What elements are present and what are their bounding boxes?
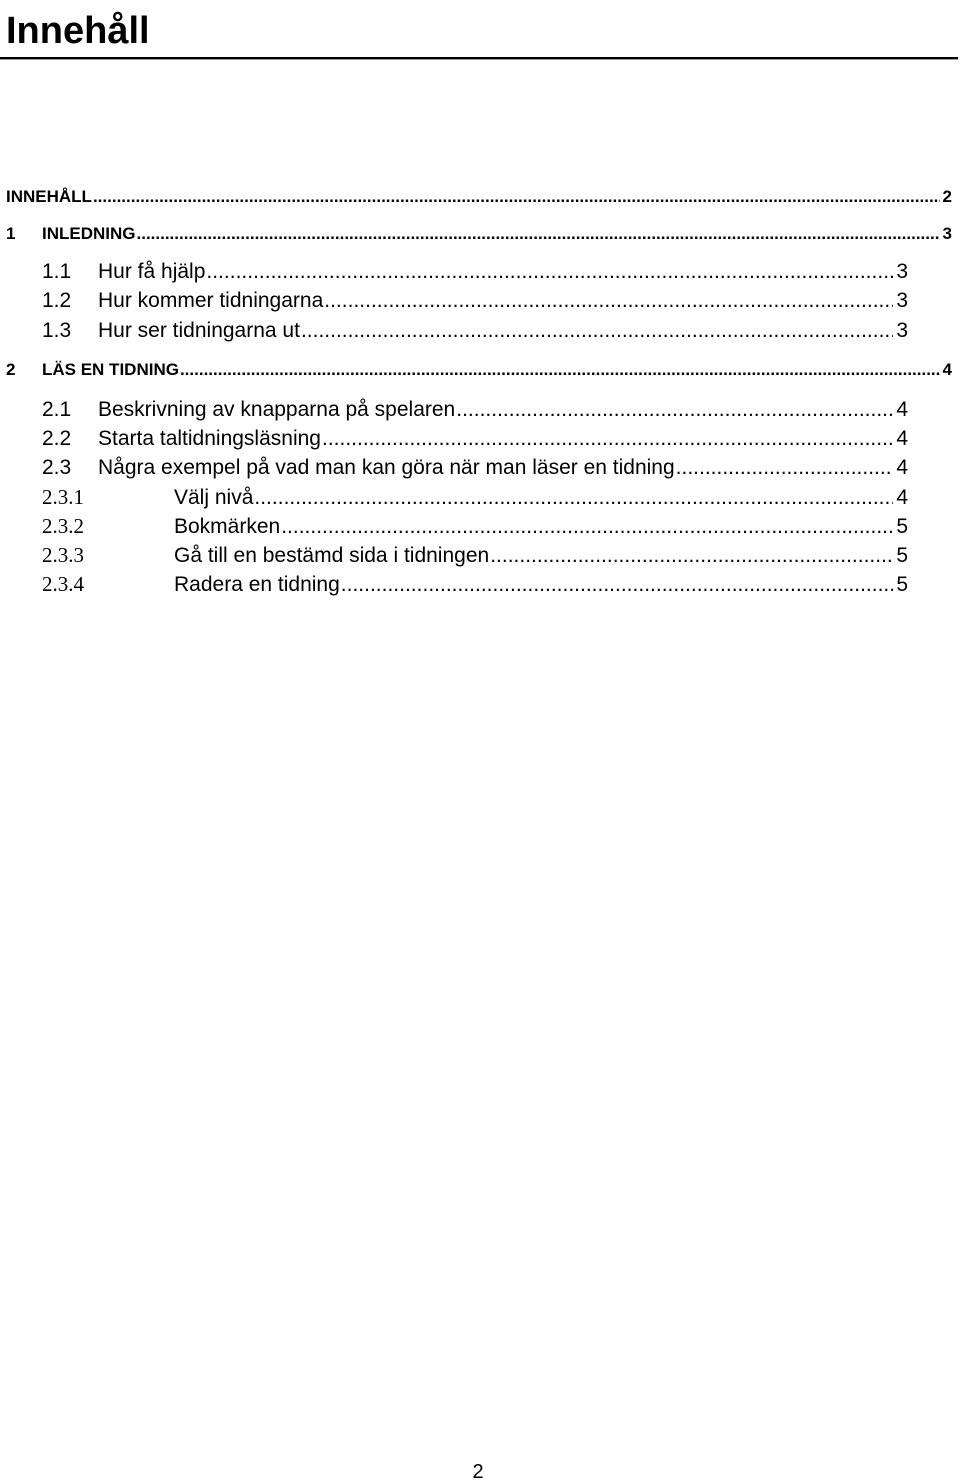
toc-entry-valj-niva[interactable] [42, 484, 908, 511]
toc-entry-number: 2.3.4 [42, 572, 84, 596]
toc-entry-hur-ser-tidningarna-ut[interactable] [42, 318, 908, 344]
toc-entry-nagra-exempel[interactable] [42, 455, 908, 481]
toc-entry-hur-kommer-tidningarna[interactable] [42, 288, 908, 314]
toc-entry-page: 2 [942, 187, 952, 206]
toc-dot-leader [301, 318, 893, 344]
toc-dot-leader [490, 543, 893, 569]
toc-entry-bokmarken[interactable] [42, 513, 908, 540]
toc-entry-page: 4 [896, 427, 908, 450]
toc-entry-title: INNEHÅLL [6, 187, 92, 206]
toc-entry-page: 3 [896, 319, 908, 342]
toc-entry-number: 2.3 [42, 456, 72, 479]
toc-entry-starta-taltidningslasning[interactable] [42, 426, 908, 452]
toc-entry-hur-fa-hjalp[interactable] [42, 259, 908, 285]
toc-dot-leader [676, 455, 894, 481]
toc-entry-title: Starta taltidningsläsning [98, 427, 321, 450]
toc-entry-number: 2.3.1 [42, 485, 84, 509]
toc-entry-inledning[interactable] [6, 223, 952, 245]
toc-dot-leader [180, 359, 940, 381]
toc-dot-leader [254, 485, 893, 511]
toc-entry-number: 2.2 [42, 427, 72, 450]
toc-entry-page: 3 [896, 289, 908, 312]
page-title: Innehåll [6, 10, 150, 52]
toc-entry-title: Radera en tidning [174, 573, 340, 596]
toc-entry-number: 1 [6, 224, 16, 243]
toc-entry-page: 5 [896, 573, 908, 596]
toc-dot-leader [324, 288, 893, 314]
toc-dot-leader [93, 186, 940, 208]
toc-entry-beskrivning-av-knapparna[interactable] [42, 397, 908, 423]
toc-entry-title: LÄS EN TIDNING [42, 360, 179, 379]
toc-entry-number: 1.3 [42, 319, 72, 342]
toc-entry-number: 2 [6, 360, 16, 379]
toc-dot-leader [137, 223, 940, 245]
toc-entry-title: Välj nivå [174, 486, 254, 509]
toc-entry-number: 2.3.3 [42, 543, 84, 567]
toc-entry-page: 4 [896, 486, 908, 509]
toc-entry-las-en-tidning[interactable] [6, 359, 952, 381]
toc-entry-title: Hur kommer tidningarna [98, 289, 324, 312]
toc-dot-leader [456, 397, 893, 423]
toc-entry-title: Gå till en bestämd sida i tidningen [174, 544, 490, 567]
toc-dot-leader [341, 572, 894, 598]
toc-entry-number: 2.3.2 [42, 514, 84, 538]
toc-entry-number: 2.1 [42, 398, 72, 421]
table-of-contents [0, 0, 960, 600]
toc-entry-page: 5 [896, 544, 908, 567]
toc-entry-page: 4 [896, 456, 908, 479]
toc-entry-title: Hur få hjälp [98, 260, 206, 283]
toc-entry-page: 4 [942, 360, 952, 379]
toc-entry-ga-till-sida[interactable] [42, 542, 908, 569]
toc-entry-number: 1.2 [42, 289, 72, 312]
toc-dot-leader [281, 514, 893, 540]
toc-entry-page: 3 [896, 260, 908, 283]
toc-dot-leader [322, 426, 893, 452]
toc-entry-title: Några exempel på vad man kan göra när man läser en tidning [98, 456, 675, 479]
toc-entry-page: 3 [942, 224, 952, 243]
toc-entry-innehall[interactable] [6, 186, 952, 208]
toc-entry-page: 4 [896, 398, 908, 421]
page-number: 2 [472, 1461, 484, 1483]
toc-entry-title: INLEDNING [42, 224, 136, 243]
toc-entry-number: 1.1 [42, 260, 72, 283]
toc-dot-leader [206, 259, 893, 285]
toc-entry-title: Beskrivning av knapparna på spelaren [98, 398, 456, 421]
toc-entry-page: 5 [896, 515, 908, 538]
toc-entry-radera-en-tidning[interactable] [42, 571, 908, 598]
toc-entry-title: Bokmärken [174, 515, 281, 538]
toc-entry-title: Hur ser tidningarna ut [98, 319, 300, 342]
